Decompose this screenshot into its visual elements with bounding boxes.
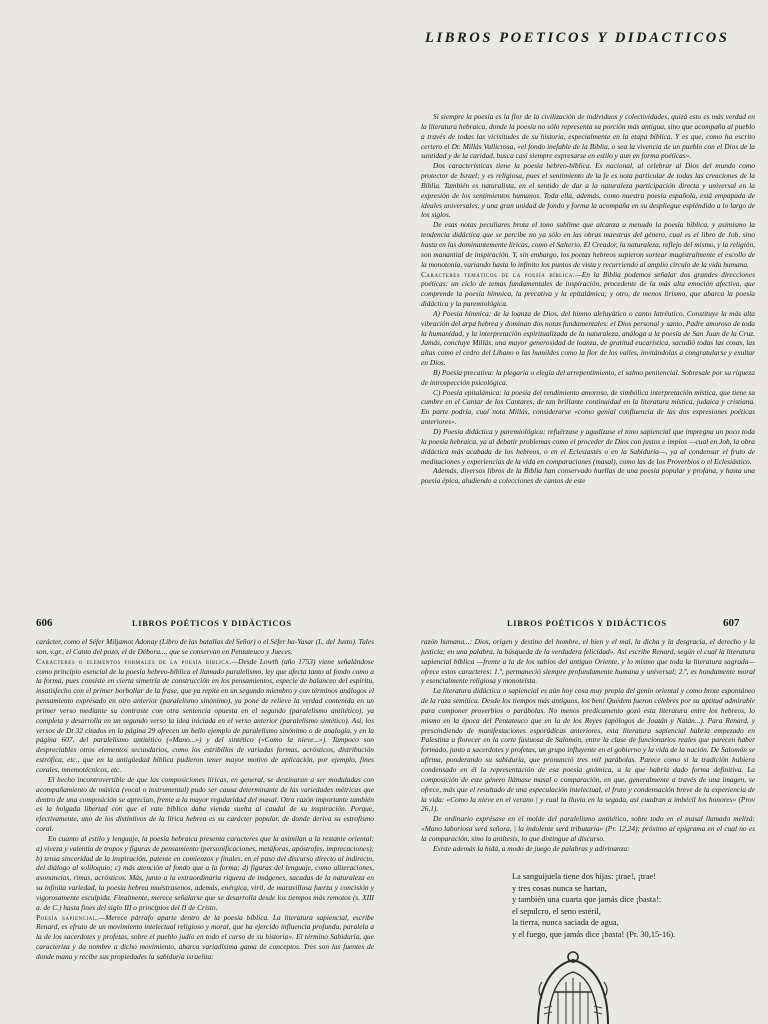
paragraph-text: La literatura didáctica o sapiencial es aún hoy cosa muy propia del genio oriental y como brote espontáneo de la raza semítica. Desde los tiempos más antiguos, los bení Quédem fueron célebres por su aptitud admirable para componer proverbios o parábolas. No menos predicamento gozó esta literatura entre los hebreos, lo mismo en la época del Pentateuco que en la de los Reyes (apólogos de Joatán y Natán...). Para Renard, y prescindiendo de manifestaciones esporádicas anteriores, esta literatura sapiencial habría empezado en Palestina a florecer en la corte fastuosa de Salomón, entre la clase de funcionarios reales que parecen haber formado, junto a sacerdotes y profetas, un grupo influyente en el gobierno y la vida de la nación. De Salomón se afirma, ponderando su sabiduría, que pronunció tres mil parábolas. Parece como si la tradición hubiera condensado en él la representación de esa poesía gnómica, a la que habría dado forma definitiva. La composición de este género llámase masal o comparación, en que, generalmente a través de una imagen, se ofrece, más que el resultado de una especulación intelectual, el fruto y condensación breve de la experiencia de la vida: «Como la nieve en el verano | y cual la lluvia en la segada, así cuadran a imbécil los honores» (Prov 26,1). [421, 686, 755, 814]
paragraph [36, 834, 374, 913]
verse-line: y también una cuarta que jamás dice ¡basta!: [512, 895, 662, 905]
paragraph-text: Además, diversos libros de la Biblia han conservado huellas de una poesía popular y profana, y hasta una poesía épica, aludiendo a colecciones de cantos de este [421, 466, 755, 486]
paragraph [421, 686, 755, 814]
section-heading: Poesía sapiencial. [36, 912, 99, 922]
paragraph [421, 161, 755, 220]
verse-line: La sanguijuela tiene dos hijas: ¡trae!, ¡trae! [512, 872, 656, 881]
paragraph-text: C) Poesía epitalámica: la poesía del rendimiento amoroso, de simbólica interpretación mística, que tiene su cumbre en el Cantar de los Cantares, de tan brillante continuidad en la literatura mística, judaica y cristiana. En parte podría, cual nota Millás, considerarse «como genial confluencia de las dos expresiones poéticas anteriores». [421, 387, 755, 427]
paragraph [421, 309, 755, 368]
page-number-right: 607 [723, 617, 740, 629]
right-page-column [421, 637, 755, 861]
paragraph [36, 657, 374, 775]
running-head-left: LIBROS POÉTICOS Y DIDÁCTICOS [132, 619, 292, 628]
paragraph [421, 637, 755, 686]
paragraph-text: De ordinario exprésase en el molde del paralelismo antitético, sobre todo en el masal llamado melizá: «Mano laboriosa será señora, | la indolente será tributaria» (Pr. 12,24); próximo al epigrama en el cual no es la comparación, sino la antítesis, lo que distingue al discurso. [421, 814, 755, 843]
paragraph [421, 814, 755, 844]
verse-line: el sepulcro, el seno estéril, [512, 906, 601, 916]
paragraph [36, 775, 374, 834]
page-number-left: 606 [36, 617, 53, 629]
paragraph-text: razón humana...: Dios, origen y destino del hombre, el bien y el mal, la dicha y la desgracia, el derecho y la justicia; en una palabra, la búsqueda de la verdadera felicidad». Así escribe Renard, según el cual la literatura sapiencial bíblica —frente a la de los sabios del antiguo Oriente, y lo mismo que toda la literatura sagrada— ofrece estos caracteres: 1.º, permaneció siempre profundamente humana y universal; 2.º, es hondamente moral y esencialmente religiosa y monoteísta. [421, 637, 755, 686]
paragraph [421, 112, 755, 161]
paragraph [421, 368, 755, 388]
paragraph [421, 466, 755, 486]
paragraph [421, 270, 755, 309]
riddle-verse [512, 871, 747, 941]
section-heading: Caracteres temáticos de la poesía bíblica. [421, 269, 576, 279]
paragraph-text: Dos características tiene la poesía hebreo-bíblica. Es nacional, al celebrar al Dios del mundo como protector de Israel; y es religiosa, pues el sentimiento de la fe es nota particular de todas las creaciones de la Biblia. También es naturalista, en el sentido de dar a la naturaleza participación directa y universal en la expresión de los sentimientos humanos. Toda ella, además, como nuestra poesía española, está empapada de ideales universales, y una gran unidad de fondo y forma la acompaña en su despliegue espléndido a lo largo de los siglos. [421, 161, 755, 220]
paragraph [36, 913, 374, 962]
page-title: LIBROS POETICOS Y DIDACTICOS [425, 30, 730, 46]
paragraph-text: B) Poesía precativa: la plegaria o elegía del arrepentimiento, el salmo penitencial. Sobresale por su riqueza de introspección psicológica. [421, 367, 755, 387]
paragraph-text: Si siempre la poesía es la flor de la civilización de individuos y colectividades, quizá esto es más verdad en la literatura hebraica, donde la poesía no sólo representa su porción más antigua, sino que acompaña al pueblo a través de todas las vicisitudes de su historia, especialmente en la etapa bíblica. Y es que, como ha escrito certero el Dr. Millás Vallicrosa, «el fondo inefable de la Biblia, o sea la vivencia de un pueblo con el Dios de la santidad y de la caridad, busca casi siempre expresarse en estilo y aun en forma poéticas». [421, 112, 755, 161]
left-page-column [36, 637, 374, 1024]
paragraph-text: —En la Biblia podemos señalar dos grandes direcciones poéticas: un ciclo de temas fundamentales de inspiración, procedente de la más alta emoción afectiva, que comprende la poesía hímnica, la precativa y la epitalámica; y otro, de menos lirismo, que abarca la poesía didáctica y la paremiológica. [421, 269, 755, 309]
verse-line: y tres cosas nunca se hartan, [512, 883, 607, 893]
paragraph-text: carácter, como el Séfer Miljamot Adonay (Libro de las batallas del Señor) o el Séfer ha-Yasar (L. del Justo). Tales son, v.gr., el Canto del pozo, el de Débora..., que se conservan en Pentateuco y Jueces. [36, 637, 374, 656]
paragraph [421, 220, 755, 269]
running-head-right: LIBROS POÉTICOS Y DIDÁCTICOS [507, 619, 667, 628]
paragraph-text: El hecho incontrovertible de que las composiciones líricas, en general, se destinaran a ser moduladas con acompañamiento de música (vocal o instrumental) pudo ser causa determinante de las variedades métricas que dentro de una composición se aprecian, frente a la mayor regularidad del masal. Otra razón importante también es la holgada libertad con que el vate bíblico daba vienda suelta al caudal de su inspiración. Porque, efectivamente, uno de los distintivos de la lírica hebrea es su carácter popular, de donde deriva su estrofismo coral. [36, 774, 374, 834]
intro-column [421, 112, 755, 595]
paragraph-text: D) Poesía didáctica y paremiológica: refuérzase y agudízase el tono sapiencial que impregna un poco toda la poesía hebraica, ya al debatir problemas como el proceder de Dios con justos e impíos —cual en Job, la obra didáctica más acabada de los hebreos, o en el Eclesiastés o en la Sabiduría—, ya al condensar el fruto de meditaciones y experiencias de la vida en comparaciones (masal), como las de los Proverbios o el Eclesiástico. [421, 427, 755, 466]
section-heading: Caracteres o elementos formales de la poesía bíblica. [36, 656, 232, 666]
verse-line: y el fuego, que jamás dice ¡basta! (Pr. 30,15-16). [512, 929, 676, 939]
paragraph-text: —Desde Lowth (año 1753) viene señalándose como principio esencial de la poesía hebreo-bíblica el llamado paralelismo, ley que afecta tanto al fondo como a la forma, pues consiste en cierta simetría de construcción en los pensamientos, especie de balanceo del espíritu, insatisfecho con el primer borbollar de la frase, que ya repite en un segundo miembro y con términos análogos el pensamiento expresado en otro anterior (paralelismo sinónimo), ya pone de relieve la verdad contenida en un primer verso mediante su contraste con otra sentencia opuesta en el segundo (paralelismo antitético), ya completa y desarrolla en un segundo verso la idea iniciada en el verso anterior (paralelismo sintético). Así, los versos de Dt 32 citados en la página 29 ofrecen un bello ejemplo de paralelismo sinónimo o de analogía, y en la página 607, del paralelismo antitético («Mano...») y del sintético («Como la nieve...»). Tampoco son despreciables otros elementos secundarios, como los estribillos de variadas formas, acrósticos, distribución estrófica, etc., que en la antigüedad bíblica pudieron tener mayor motivo de aplicación, por ejemplo, fines corales, mnemotécnicos, etc. [36, 656, 374, 774]
paragraph-text: A) Poesía hímnica: de la loanza de Dios, del himno aleluyático o canto latréutico. Constituye la más alta vibración del arpa hebrea y dominan dos notas fundamentales: el Dios personal y santo, Padre amoroso de toda la humanidad, y la interpretación espiritualizada de la naturaleza, análoga a la poesía de San Juan de la Cruz. Jamás, concluye Millás, una mayor generosidad de loanza, de gratitud eucarística, sacudió todas las cosas, las altas como el cedro del Líbano o las humildes como la flor de los valles, invitándolas a congratularse y exultar en Dios. [421, 308, 755, 368]
verse-line: la tierra, nunca saciada de agua, [512, 918, 619, 928]
paragraph [421, 844, 755, 854]
paragraph-text: Existe además la hidá, a modo de juego de palabras y adivinanza: [433, 843, 630, 853]
lyre-ornament-icon [528, 948, 618, 1024]
paragraph [421, 427, 755, 466]
paragraph-text: De esas notas peculiares brota el tono sublime que alcanza a menudo la poesía bíblica, y asimismo la tendencia didáctica que se percibe no ya sólo en las obras maestras del género, cual es el libro de Job, sino hasta en las dominantemente líricas, como el Salterio. El Creador, la naturaleza, reflejo del mismo, y la religión, son manantial de inspiración. Y, sin embargo, los poetas hebreos supieron sortear magistralmente el escollo de la monotonía, variando hasta lo infinito los puntos de vista y recurriendo al amplio círculo de la vida humana. [421, 220, 755, 269]
paragraph [421, 388, 755, 427]
paragraph-text: —Merece párrafo aparte dentro de la poesía bíblica. La literatura sapiencial, escribe Renard, es efruto de un movimiento intelectual religioso y moral, que ha ejercido influencia profunda, paralela a la de los sacerdotes y profetas, sobre el pueblo judío en todo el curso de su historia». El término Sabiduría, que caracteriza y da nombre a dicho movimiento, abarca variadísima gama de conceptos. Tres son las fuentes de donde mana y recibe sus propiedades la sabiduría israelita: [36, 912, 374, 961]
paragraph-text: En cuanto al estilo y lenguaje, la poesía hebraica presenta caracteres que la asimilan a la restante oriental: a) viveza y valentía de tropos y figuras de pensamiento (personificaciones, metáforas, apóstrofes, imprecaciones); b) tensa sinceridad de la inspiración, patente en comienzos y finales, en el paso del discurso directo al indirecto, del diálogo al soliloquio; c) más atención al fondo que a la forma; d) figuras del lenguaje, como aliteraciones, asonancias, rimas, acrósticos. Más, junto a la extraordinaria riqueza de imágenes, sacadas de la naturaleza en su infinita variedad, la poesía hebrea muéstrasenos, además, enérgica, viril, de maravillosa fuerza y concisión y vigorosamente esculpida. Finalmente, merece señalarse que se desarrolla desde los tiempos más remotos (s. XIII a. de C.) hasta fines del siglo III o principios del II de Cristo. [36, 833, 374, 912]
paragraph [36, 637, 374, 657]
